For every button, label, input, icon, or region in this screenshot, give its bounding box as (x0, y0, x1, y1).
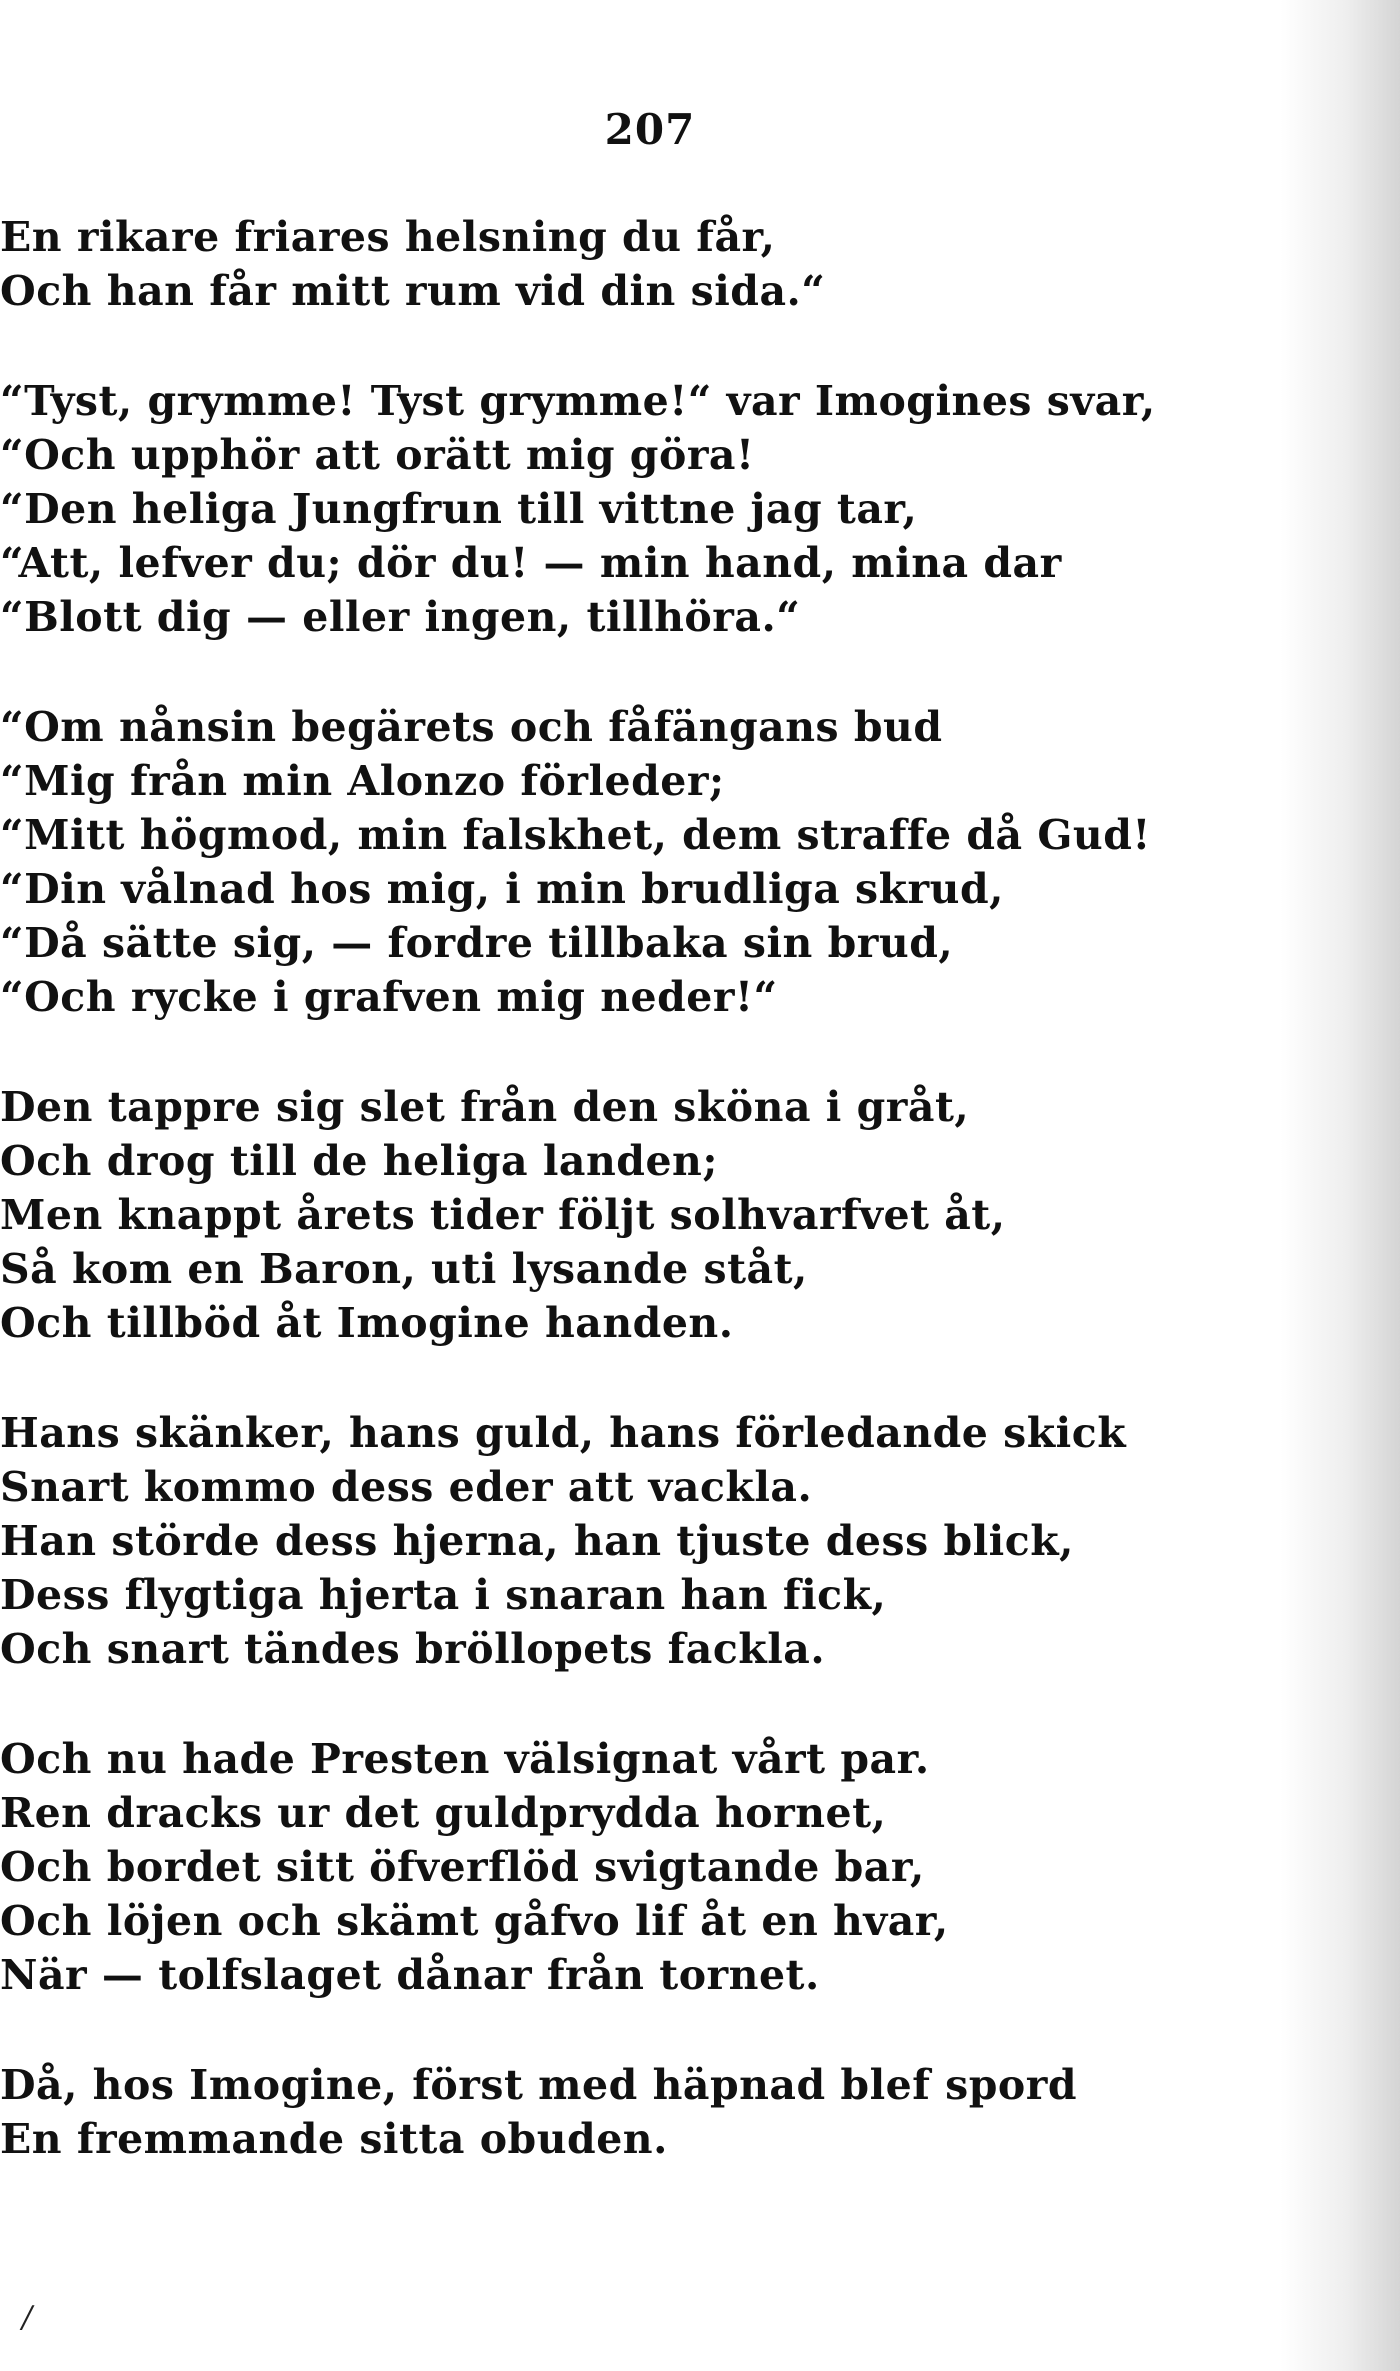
verse-line: Och han får mitt rum vid din sida.“ (0, 267, 826, 315)
verse-line: Hans skänker, hans guld, hans förledande skick (0, 1409, 1127, 1457)
verse-line: “Att, lefver du; dör du! — min hand, mina dar (0, 539, 1062, 587)
verse-line: “Tyst, grymme! Tyst grymme!“ var Imogines svar, (0, 377, 1156, 425)
verse-line: Ren dracks ur det guldprydda hornet, (0, 1789, 887, 1837)
verse-line: “Din vålnad hos mig, i min brudliga skrud, (0, 865, 1004, 913)
verse-line: “Den heliga Jungfrun till vittne jag tar, (0, 485, 918, 533)
verse-line: Och löjen och skämt gåfvo lif åt en hvar, (0, 1897, 949, 1945)
page-gutter-shadow (1280, 0, 1400, 2371)
verse-line: Den tappre sig slet från den sköna i gråt, (0, 1083, 970, 1131)
stanza (0, 700, 1240, 1024)
stanza (0, 210, 1240, 318)
page-number: 207 (604, 105, 696, 154)
verse-line: En rikare friares helsning du får, (0, 213, 776, 261)
stanza (0, 1080, 1240, 1350)
verse-line: Han störde dess hjerna, han tjuste dess blick, (0, 1517, 1074, 1565)
stanza (0, 2058, 1240, 2166)
verse-line: “Då sätte sig, — fordre tillbaka sin brud, (0, 919, 954, 967)
verse-line: En fremmande sitta obuden. (0, 2115, 668, 2163)
poem-text (0, 210, 1240, 2222)
verse-line: Då, hos Imogine, först med häpnad blef spord (0, 2061, 1078, 2109)
verse-line: “Om nånsin begärets och fåfängans bud (0, 703, 943, 751)
verse-line: Så kom en Baron, uti lysande ståt, (0, 1245, 808, 1293)
stanza (0, 1406, 1240, 1676)
stray-mark: / (22, 2300, 33, 2335)
stanza (0, 374, 1240, 644)
verse-line: Och tillböd åt Imogine handen. (0, 1299, 734, 1347)
verse-line: Och bordet sitt öfverflöd svigtande bar, (0, 1843, 925, 1891)
verse-line: “Och rycke i grafven mig neder!“ (0, 973, 778, 1021)
verse-line: “Blott dig — eller ingen, tillhöra.“ (0, 593, 801, 641)
verse-line: “Och upphör att orätt mig göra! (0, 431, 755, 479)
verse-line: “Mitt högmod, min falskhet, dem straffe då Gud! (0, 811, 1151, 859)
verse-line: Men knappt årets tider följt solhvarfvet åt, (0, 1191, 1006, 1239)
verse-line: Och drog till de heliga landen; (0, 1137, 718, 1185)
verse-line: “Mig från min Alonzo förleder; (0, 757, 725, 805)
stanza (0, 1732, 1240, 2002)
verse-line: Snart kommo dess eder att vackla. (0, 1463, 813, 1511)
verse-line: Och nu hade Presten välsignat vårt par. (0, 1735, 930, 1783)
verse-line: Dess flygtiga hjerta i snaran han fick, (0, 1571, 887, 1619)
verse-line: Och snart tändes bröllopets fackla. (0, 1625, 826, 1673)
verse-line: När — tolfslaget dånar från tornet. (0, 1951, 820, 1999)
